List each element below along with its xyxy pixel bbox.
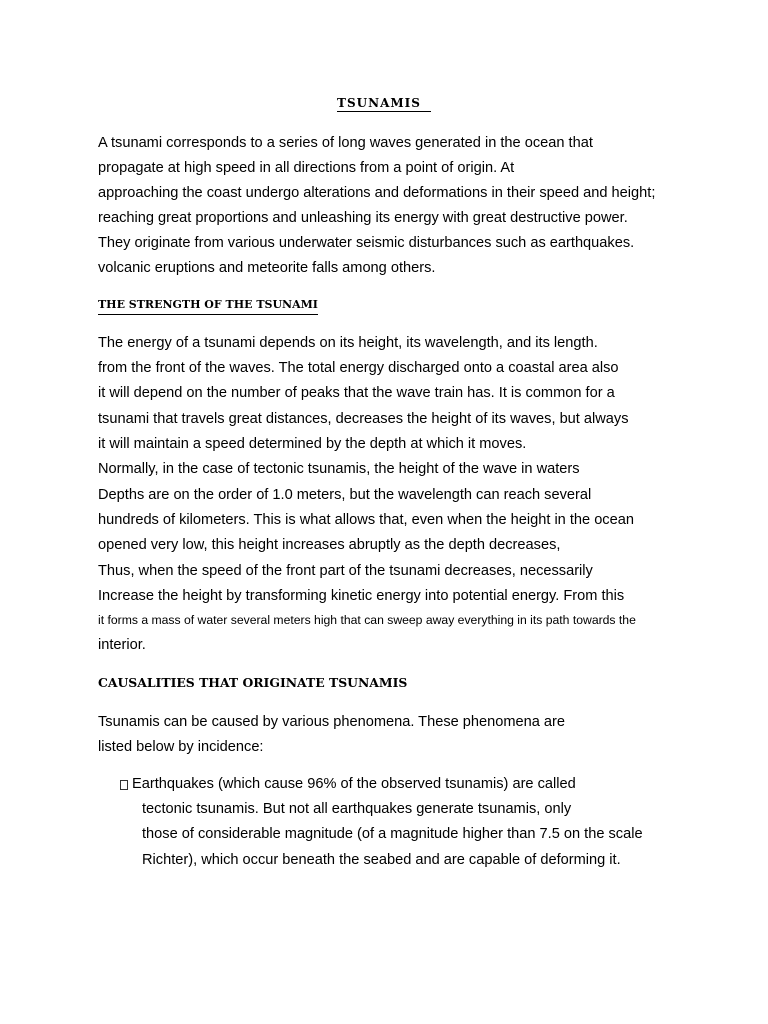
body-line: Depths are on the order of 1.0 meters, but the wavelength can reach several xyxy=(98,487,592,503)
document-title xyxy=(0,96,768,112)
body-line: Normally, in the case of tectonic tsunamis, the height of the wave in waters xyxy=(98,461,580,477)
body-line: hundreds of kilometers. This is what allows that, even when the height in the ocean xyxy=(98,512,634,528)
body-line: it will maintain a speed determined by the depth at which it moves. xyxy=(98,436,527,452)
intro-line: A tsunami corresponds to a series of long waves generated in the ocean that xyxy=(98,135,593,151)
section-heading-strength xyxy=(98,297,318,315)
bullet-box-icon xyxy=(120,780,128,790)
bullet-line: those of considerable magnitude (of a magnitude higher than 7.5 on the scale xyxy=(142,826,643,842)
body-line: tsunami that travels great distances, decreases the height of its waves, but always xyxy=(98,411,629,427)
body-line: it will depend on the number of peaks that the wave train has. It is common for a xyxy=(98,385,615,401)
body-line: opened very low, this height increases abruptly as the depth decreases, xyxy=(98,537,561,553)
intro-line: volcanic eruptions and meteorite falls among others. xyxy=(98,260,436,276)
body-line: Thus, when the speed of the front part of the tsunami decreases, necessarily xyxy=(98,563,593,579)
section-heading-causalities: CAUSALITIES THAT ORIGINATE TSUNAMIS xyxy=(98,675,408,690)
body-line: listed below by incidence: xyxy=(98,739,264,755)
body-line: interior. xyxy=(98,637,146,653)
section-heading-strength-text: THE STRENGTH OF THE TSUNAMI xyxy=(98,297,318,315)
body-line: The energy of a tsunami depends on its height, its wavelength, and its length. xyxy=(98,335,598,351)
intro-line: They originate from various underwater seismic disturbances such as earthquakes. xyxy=(98,235,635,251)
body-line: from the front of the waves. The total energy discharged onto a coastal area also xyxy=(98,360,619,376)
intro-line: propagate at high speed in all directions from a point of origin. At xyxy=(98,160,515,176)
intro-line: reaching great proportions and unleashing its energy with great destructive power. xyxy=(98,210,628,226)
bullet-line: tectonic tsunamis. But not all earthquakes generate tsunamis, only xyxy=(142,801,572,817)
bullet-line: Richter), which occur beneath the seabed and are capable of deforming it. xyxy=(142,852,621,868)
document-title-text: TSUNAMIS xyxy=(337,96,431,112)
intro-line: approaching the coast undergo alterations and deformations in their speed and height; xyxy=(98,185,656,201)
body-line: it forms a mass of water several meters high that can sweep away everything in its path towards the xyxy=(98,613,636,627)
bullet-line: Earthquakes (which cause 96% of the observed tsunamis) are called xyxy=(132,776,576,792)
body-line: Tsunamis can be caused by various phenomena. These phenomena are xyxy=(98,714,566,730)
body-line: Increase the height by transforming kinetic energy into potential energy. From this xyxy=(98,588,625,604)
